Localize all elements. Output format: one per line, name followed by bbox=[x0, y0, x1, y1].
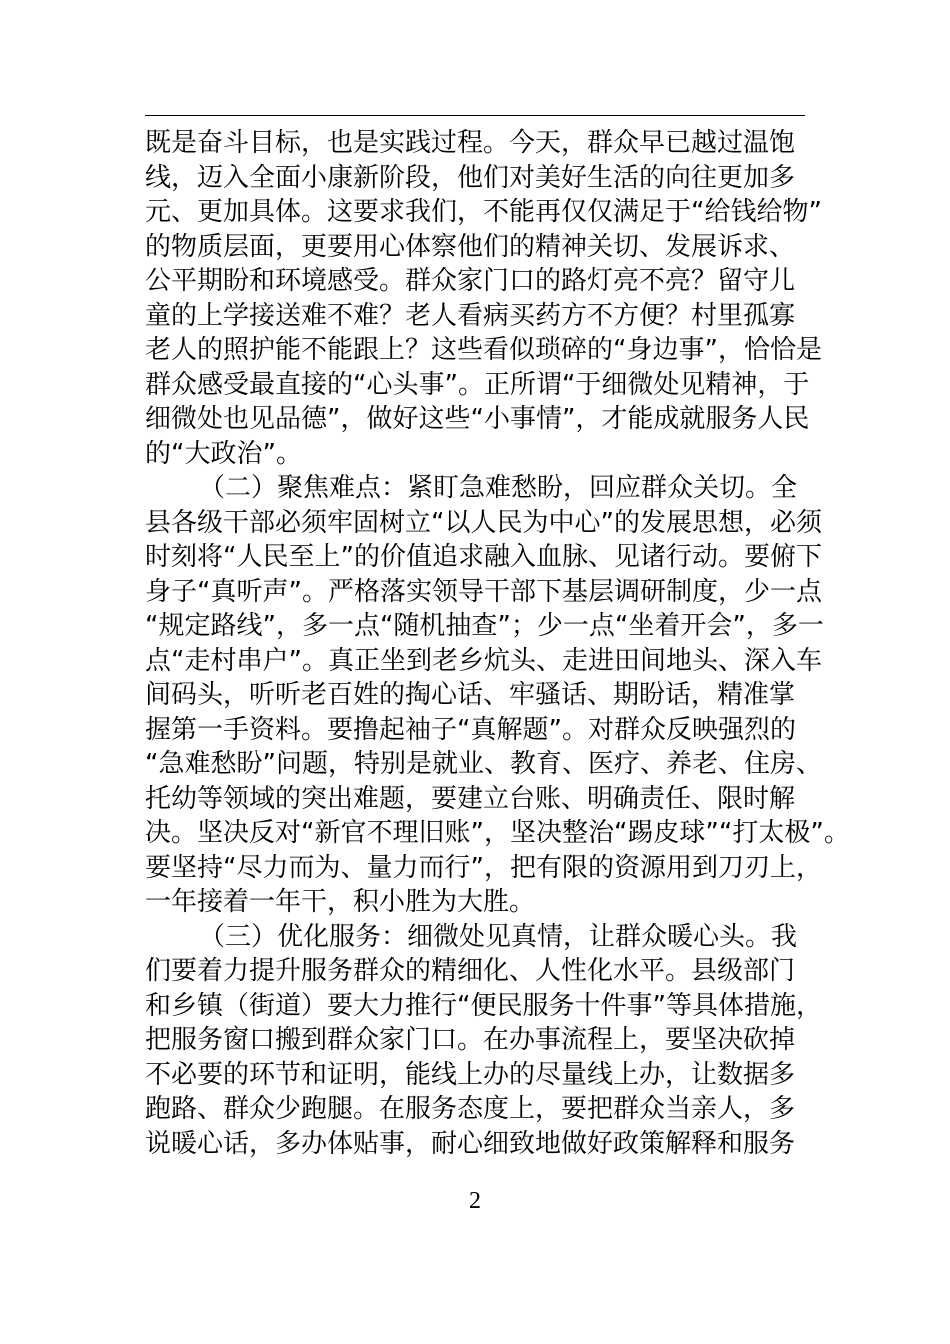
text-line: 不必要的环节和证明，能线上办的尽量线上办，让数据多 bbox=[145, 1059, 796, 1090]
text-line: 和乡镇（街道）要大力推行“便民服务十件事”等具体措施， bbox=[145, 990, 822, 1021]
text-line: 托幼等领域的突出难题，要建立台账、明确责任、限时解 bbox=[145, 783, 796, 814]
text-line: 元、更加具体。这要求我们，不能再仅仅满足于“给钱给物” bbox=[145, 197, 822, 227]
page-number: 2 bbox=[469, 1188, 481, 1214]
text-line: 县各级干部必须牢固树立“以人民为中心”的发展思想，必须 bbox=[145, 507, 822, 538]
text-line: 公平期盼和环境感受。群众家门口的路灯亮不亮？留守儿 bbox=[145, 266, 796, 296]
text-line: 细微处也见品德”，做好这些“小事情”，才能成就服务人民 bbox=[145, 404, 810, 434]
text-line: 老人的照护能不能跟上？这些看似琐碎的“身边事”，恰恰是 bbox=[145, 335, 822, 365]
text-line: 说暖心话，多办体贴事，耐心细致地做好政策解释和服务 bbox=[145, 1128, 796, 1159]
text-line: “规定路线”，多一点“随机抽查”；少一点“坐着开会”，多一 bbox=[145, 611, 824, 641]
text-line: 点“走村串户”。真正坐到老乡炕头、走进田间地头、深入车 bbox=[145, 645, 822, 676]
text-line: 跑路、群众少跑腿。在服务态度上，要把群众当亲人，多 bbox=[145, 1094, 796, 1124]
text-line: “急难愁盼”问题，特别是就业、教育、医疗、养老、住房、 bbox=[145, 749, 822, 779]
header-rule bbox=[145, 115, 805, 116]
text-line: 群众感受最直接的“心头事”。正所谓“于细微处见精神，于 bbox=[145, 369, 810, 400]
text-line: 既是奋斗目标，也是实践过程。今天，群众早已越过温饱 bbox=[145, 128, 796, 158]
text-line: 的物质层面，更要用心体察他们的精神关切、发展诉求、 bbox=[145, 231, 796, 262]
section-heading-line: （三）优化服务：细微处见真情，让群众暖心头。我 bbox=[199, 921, 798, 952]
text-line: 时刻将“人民至上”的价值追求融入血脉、见诸行动。要俯下 bbox=[145, 542, 822, 572]
text-line: 线，迈入全面小康新阶段，他们对美好生活的向往更加多 bbox=[145, 162, 796, 193]
text-line: 决。坚决反对“新官不理旧账”，坚决整治“踢皮球”“打太极”。 bbox=[145, 818, 850, 848]
text-line: 童的上学接送难不难？老人看病买药方不方便？村里孤寡 bbox=[145, 300, 796, 331]
text-line: 握第一手资料。要撸起袖子“真解题”。对群众反映强烈的 bbox=[145, 714, 796, 745]
document-body bbox=[145, 126, 850, 1161]
text-line: 身子“真听声”。严格落实领导干部下基层调研制度，少一点 bbox=[145, 576, 822, 607]
section-heading-line: （二）聚焦难点：紧盯急难愁盼，回应群众关切。全 bbox=[199, 473, 798, 503]
text-line: 们要着力提升服务群众的精细化、人性化水平。县级部门 bbox=[145, 956, 796, 986]
text-line: 要坚持“尽力而为、量力而行”，把有限的资源用到刀刃上， bbox=[145, 852, 822, 883]
text-line: 间码头，听听老百姓的掏心话、牢骚话、期盼话，精准掌 bbox=[145, 680, 796, 710]
text-line: 的“大政治”。 bbox=[145, 438, 302, 469]
text-line: 一年接着一年干，积小胜为大胜。 bbox=[145, 887, 536, 917]
text-line: 把服务窗口搬到群众家门口。在办事流程上，要坚决砍掉 bbox=[145, 1025, 796, 1055]
